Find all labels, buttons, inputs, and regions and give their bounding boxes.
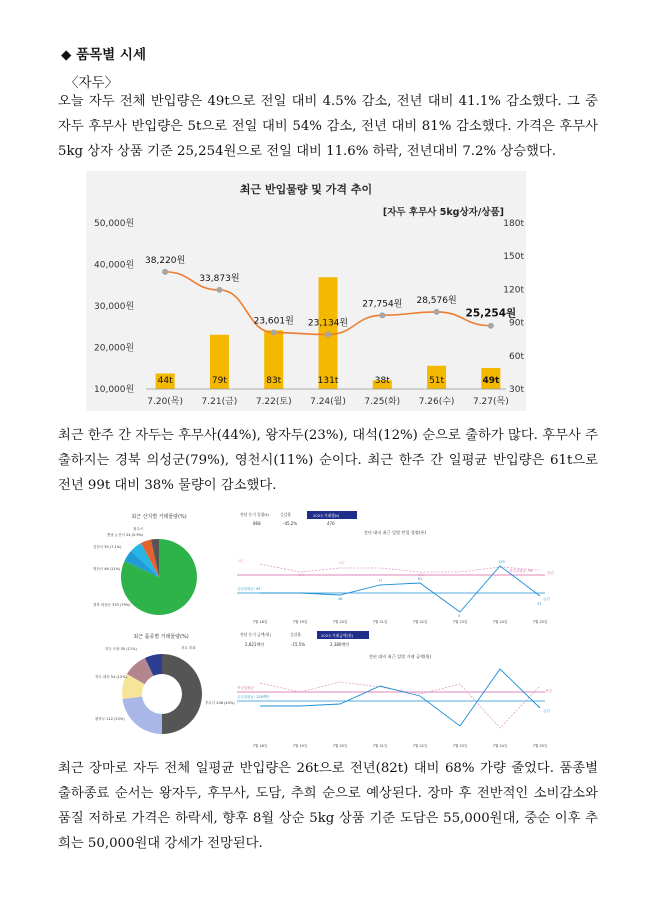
volume-label: 131t [317, 376, 339, 386]
ts1-point-1: 141 [237, 559, 244, 563]
ts1-stat-value-1: 868 [253, 521, 261, 526]
price-label: 25,254원 [465, 307, 517, 320]
chart-svg [86, 171, 526, 411]
ts2-series-label-3: 전년 [545, 689, 552, 693]
ts1-point-2: 121 [298, 573, 305, 577]
ts2-date-5: 7월 22일 [412, 744, 428, 748]
pie2-title: 최근 품종별 거래물량(%) [133, 634, 189, 640]
price-label: 33,873원 [199, 273, 240, 284]
pie2-hole [142, 674, 182, 714]
pie1-label-2: 영천시 46 (11%) [93, 567, 121, 571]
ts1-date-7: 7월 24일 [492, 620, 508, 624]
y-right-tick: 150t [503, 252, 524, 263]
volume-label: 38t [374, 376, 390, 386]
x-tick-label: 7.27(목) [472, 397, 509, 407]
x-tick-label: 7.25(화) [364, 397, 401, 407]
price-marker [162, 269, 168, 275]
volume-label: 79t [211, 376, 227, 386]
ts1-date-4: 7월 21일 [372, 620, 388, 624]
ts2-stat-label-2: 증감율 [290, 632, 302, 637]
timeseries-amount [237, 631, 552, 748]
ts1-date-1: 7월 18일 [252, 620, 268, 624]
y-right-tick: 120t [503, 285, 524, 296]
ts1-title: 전년 대비 최근 일별 반입 물량(톤) [363, 530, 427, 535]
ts2-date-2: 7월 19일 [292, 744, 308, 748]
x-tick-label: 7.26(수) [418, 397, 455, 407]
volume-label: 51t [429, 376, 445, 386]
ts2-stat-value-3: 2,380백만 [330, 642, 350, 647]
ts2-prev-series [260, 682, 540, 728]
price-label: 27,754원 [362, 299, 403, 310]
ts2-date-3: 7월 20일 [332, 744, 348, 748]
ts2-curr-series [260, 669, 540, 726]
section-heading: ◆ 품목별 시세 [61, 47, 146, 63]
x-tick-label: 7.24(월) [310, 397, 346, 407]
pie1-label-4: 충남 논산시 24 (5.9%) [107, 533, 144, 537]
y-right-tick: 30t [509, 385, 524, 395]
ts1-point-4: 102 [418, 573, 425, 577]
volume-label: 44t [157, 376, 173, 386]
ts1-point-5: 129 [498, 560, 505, 564]
y-right-tick: 180t [503, 219, 524, 229]
ts1-date-2: 7월 19일 [292, 620, 308, 624]
volume-label: 49t [482, 376, 500, 386]
chart-title: 최근 반입물량 및 가격 추이 [239, 183, 373, 196]
ts1-stat-label-2: 증감율 [280, 512, 292, 517]
y-left-tick: 20,000원 [94, 343, 135, 354]
pie1-label-3: 김천시 30 (7.1%) [93, 545, 122, 549]
dashboard-image [85, 506, 555, 751]
price-marker [216, 287, 222, 293]
ts1-date-6: 7월 23일 [452, 620, 468, 624]
pie2-label-1: 후무사 206 (44%) [205, 701, 235, 705]
price-marker [379, 312, 385, 318]
timeseries-volume [237, 511, 554, 624]
price-label: 23,134원 [307, 318, 349, 329]
y-right-tick: 60t [509, 351, 524, 362]
ts1-date-3: 7월 20일 [332, 620, 348, 624]
ts1-stat-value-2: -45.2% [283, 521, 298, 526]
pie1-title: 최근 산지별 거래물량(%) [131, 514, 187, 520]
ts1-series-label-4: 금년 [543, 597, 550, 601]
y-left-tick: 30,000원 [94, 302, 135, 312]
pie-variety [95, 645, 235, 734]
x-tick-label: 7.20(목) [147, 397, 184, 407]
price-label: 38,220원 [145, 255, 186, 266]
ts2-title: 전년 대비 최근 일별 거래 금액(원) [368, 654, 432, 659]
ts2-series-label-4: 금년 [543, 709, 550, 713]
y-right-tick: 90t [509, 318, 524, 329]
ts2-stat-value-1: 2,821백만 [245, 642, 265, 647]
ts1-series-label-1: 금년일평균: 61 [237, 587, 261, 591]
volume-label: 83t [266, 376, 282, 386]
pie1-label-1: 경북 의성군 333 (79%) [93, 603, 131, 607]
price-marker [325, 331, 331, 337]
ts2-date-7: 7월 24일 [492, 744, 508, 748]
item-title: 〈자두〉 [65, 75, 119, 91]
price-marker [488, 323, 494, 329]
ts1-point-8: 81 [418, 577, 423, 581]
paragraph-outlook: 최근 장마로 자두 전체 일평균 반입량은 26t으로 전년(82t) 대비 68% 가량 줄었다. 품종별 출하종료 순서는 왕자두, 후무사, 도담, 추희 순으로 예상된다. 장마 후 전반적인 소비감소와 품질 저하로 가격은 하락세, 향후 8월 상순 5kg 상품 기준 도담은 55,000원대, 중순 이후 추희는 50,000원대 강세가 전망된다. [58, 761, 598, 851]
paragraph-weekly: 최근 한주 간 자두는 후무사(44%), 왕자두(23%), 대석(12%) 순으로 출하가 많다. 후무사 주 출하지는 경북 의성군(79%), 영천시(11%) 순이다. 최근 한주 간 일평균 반입량은 61t으로 전년 99t 대비 38% 물량이 감소했다. [58, 428, 598, 493]
ts1-stat-label-1: 전년 동기 물량(t) [240, 512, 269, 517]
price-marker [271, 330, 277, 336]
ts1-point-6: 48 [338, 597, 343, 601]
paragraph-summary: 오늘 자두 전체 반입량은 49t으로 전일 대비 4.5% 감소, 전년 대비 41.1% 감소했다. 그 중 자두 후무사 반입량은 5t으로 전일 대비 54% 감소, 전년 대비 81% 감소했다. 가격은 후무사 5kg 상자 상품 기준 25,254원으로 전일 대비 11.6% 하락, 전년대비 7.2% 상승했다. [58, 94, 598, 159]
dashboard-svg [85, 506, 555, 751]
price-label: 23,601원 [253, 316, 294, 327]
ts1-date-8: 7월 25일 [532, 620, 548, 624]
pie1-label-5: 청주시 [133, 527, 144, 531]
y-left-tick: 10,000원 [94, 385, 135, 395]
price-marker [434, 309, 440, 315]
pie2-label-5: 자두 추희 [181, 646, 196, 650]
ts2-stat-label-3: 2023 거래금액(원) [321, 633, 354, 638]
ts2-date-6: 7월 23일 [452, 744, 468, 748]
pie2-label-3: 자두 대석 54 (12%) [95, 675, 127, 679]
price-volume-chart [86, 171, 526, 411]
ts1-point-10: 37 [537, 602, 542, 606]
ts2-stat-label-1: 전년 동기 금액(원) [240, 632, 272, 637]
ts2-series-label-2: 금년일평균: 228백만 [237, 695, 270, 699]
pie2-label-4: 자두 도담 55 (11%) [105, 647, 137, 651]
ts2-date-4: 7월 21일 [372, 744, 388, 748]
y-left-tick: 40,000원 [94, 260, 135, 271]
ts1-point-7: 77 [378, 579, 383, 583]
pie2-label-2: 왕자두 112 (23%) [95, 717, 125, 721]
price-label: 28,576원 [416, 295, 457, 306]
ts1-stat-label-3: 2023 거래량(t) [313, 513, 340, 518]
ts1-series-label-2: 전년일평균: 99 [509, 569, 533, 573]
chart-legend: [자두 후무사 5kg상자/상품] [382, 207, 504, 218]
x-tick-label: 7.21(금) [201, 397, 238, 407]
pie-origin [93, 526, 197, 615]
ts2-stat-value-2: -15.5% [291, 642, 306, 647]
ts1-stat-value-3: 476 [327, 521, 335, 526]
ts1-point-9: 5 [458, 614, 461, 618]
x-tick-label: 7.22(토) [255, 397, 292, 407]
y-left-tick: 50,000원 [94, 219, 135, 229]
ts1-date-5: 7월 22일 [412, 620, 428, 624]
ts1-point-3: 132 [338, 561, 345, 565]
ts2-series-label-1: 전년일평균 [237, 686, 254, 690]
ts1-series-label-3: 전년 [547, 571, 554, 575]
ts2-date-8: 7월 25일 [532, 744, 548, 748]
ts2-date-1: 7월 18일 [252, 744, 268, 748]
